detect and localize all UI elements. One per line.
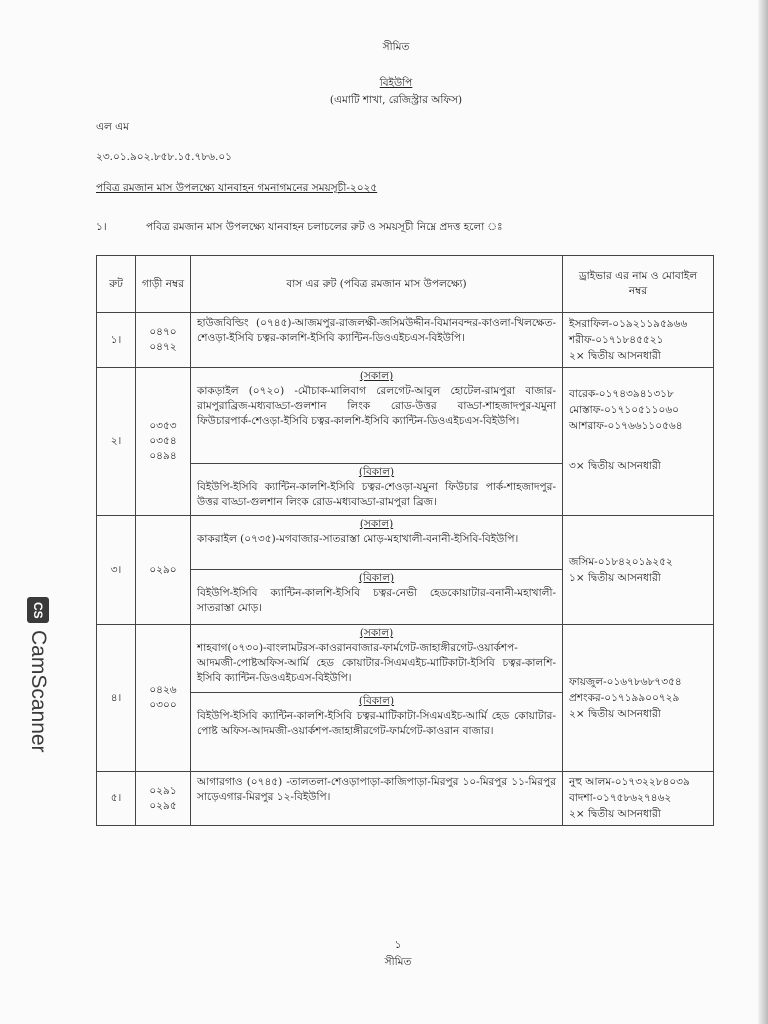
bus-numbers (135, 368, 190, 515)
paragraph-text: পবিত্র রমজান মাস উপলক্ষ্যে যানবাহন চলাচলের রুট ও সময়সূচী নিম্নে প্রদত্ত হলো ঃ (146, 221, 503, 233)
bus-number: ০৪২৬ (149, 684, 177, 696)
seat-note: ২× দ্বিতীয় আসনধারী (569, 808, 661, 820)
bus-route (190, 368, 562, 515)
table-header-row (97, 256, 713, 312)
bus-number: ০২৯৫ (149, 799, 177, 812)
morning-label: (সকাল) (359, 370, 394, 382)
evening-route-text: বিইউপি-ইসিবি ক্যান্টিন-কালশি-ইসিবি চত্বর-শেওড়া-যমুনা ফিউচার পার্ক-শাহজাদপুর-উত্তর বাড্ডা-গুলশান লিংক রোড-মধ্যবাড্ডা-রামপুরা ব্রিজ। (197, 481, 556, 508)
bus-number: ০৪৭২ (149, 341, 177, 353)
table-row (97, 624, 713, 771)
driver-contact: বারেক-০১৭৪৩৯৪১৩১৮ (569, 388, 674, 400)
bus-number: ০২৯১ (149, 784, 177, 797)
seat-note: ২× দ্বিতীয় আসনধারী (569, 350, 661, 362)
route-number: ১। (110, 333, 122, 346)
classification-top: সীমিত (382, 41, 410, 53)
bus-numbers (135, 772, 190, 825)
initials: এল এম (96, 121, 129, 133)
org-name: বিইউপি (379, 77, 413, 89)
evening-label: (বিকাল) (358, 466, 395, 478)
driver-contact: ফায়জুল-০১৬৭৮৬৮৭৩৫৪ (569, 676, 682, 688)
morning-route-text: কাকরাইল (০৭৩৫)-মগবাজার-সাতরাস্তা মোড়-মহাখালী-বনানী-ইসিবি-বিইউপি। (197, 533, 519, 545)
seat-note: ১× দ্বিতীয় আসনধারী (569, 572, 661, 584)
seat-note: ৩× দ্বিতীয় আসনধারী (569, 460, 661, 472)
driver-info (562, 516, 713, 624)
driver-info (562, 368, 713, 515)
evening-label: (বিকাল) (358, 695, 395, 707)
camscanner-logo-icon: CS (27, 597, 49, 623)
table-row (97, 515, 713, 624)
route-number: ৫। (110, 792, 122, 804)
subject-heading: পবিত্র রমজান মাস উপলক্ষ্যে যানবাহন গমনাগমনের সময়সূচী-২০২৫ (96, 182, 378, 194)
bus-number: ০৩৫৩ (149, 420, 177, 432)
driver-contact: নুহু আলম-০১৭৩২২৮৪০৩৯ (569, 776, 690, 788)
seat-note: ২× দ্বিতীয় আসনধারী (569, 708, 661, 720)
bus-number: ০৩০০ (149, 699, 177, 711)
bus-number: ০৪৭০ (149, 326, 177, 338)
bus-numbers (135, 625, 190, 771)
bus-route: হাউজবিল্ডিং (০৭৪৫)-আজমপুর-রাজলক্ষী-জসিমউদ্দীন-বিমানবন্দর-কাওলা-খিলক্ষেত-শেওড়া-ইসিবি চত্বর-কালশি-ইসিবি ক্যান্টিন-ডিওএইচএস-বিইউপি। (190, 313, 562, 367)
driver-info (562, 313, 713, 367)
driver-contact: জসিম-০১৮৪২০১৯২৫২ (569, 556, 673, 568)
morning-route-text: কাকড়াইল (০৭২০) -মৌচাক-মালিবাগ রেলগেট-আবুল হোটেল-রামপুরা বাজার-রামপুরাব্রিজ-মধ্যবাড্ডা-গুলশান লিংক রোড-উত্তর বাড্ডা-শাহজাদপুর-যমুনা ফিউচারপার্ক-শেওড়া-ইসিবি চত্বর-কালশি-ইসিবি ক্যান্টিন-ডিওএইচএস-বিইউপি। (197, 385, 556, 427)
morning-label: (সকাল) (359, 518, 394, 530)
bus-route: আগারগাও (০৭৪৫) -তালতলা-শেওড়াপাড়া-কাজিপাড়া-মিরপুর ১০-মিরপুর ১১-মিরপুর সাড়েএগার-মিরপুর ১২-বিইউপি। (190, 772, 562, 825)
header-driver: ড্রাইভার এর নাম ও মোবাইল নম্বর (562, 256, 713, 312)
paragraph-number: ১। (96, 221, 107, 233)
driver-contact: মোস্তাফ-০১৭১০৫১১০৬০ (569, 404, 679, 416)
morning-label: (সকাল) (359, 627, 394, 639)
header-route-no: রুট (109, 277, 123, 290)
evening-route (191, 692, 562, 771)
table-row (97, 312, 713, 367)
morning-route (191, 516, 562, 569)
evening-label: (বিকাল) (358, 572, 395, 584)
scan-edge-shadow (758, 0, 768, 1024)
driver-contact: আশরাফ-০১৭৬৬১১০৫৬৪ (569, 420, 683, 432)
route-number: ২। (110, 435, 122, 447)
header-bus-no: গাড়ী নম্বর (135, 256, 190, 312)
route-number: ৪। (110, 691, 122, 704)
driver-info (562, 772, 713, 825)
bus-numbers (135, 313, 190, 367)
driver-contact: ইসরাফিল-০১৯২১১৯৫৯৬৬ (569, 318, 688, 330)
bus-number: ০৩৫৪ (149, 435, 177, 447)
morning-route (191, 368, 562, 463)
bus-route (190, 516, 562, 624)
morning-route-text: শাহবাগ(০৭৩০)-বাংলামটরস-কাওরানবাজার-ফার্মগেট-জাহাঙ্গীরগেট-ওয়ার্কশপ-আদমজী-পোষ্টঅফিস-আর্মি হেড কোয়াটার-সিএমএইচ-মাটিকাটা-ইসিবি চত্বর-কালশি-ইসিবি ক্যান্টিন-ডিওএইচএস-বিইউপি। (197, 642, 556, 684)
camscanner-watermark: CamScanner (27, 630, 50, 753)
bus-route (190, 625, 562, 771)
header-bus-route: বাস এর রুট (পবিত্র রমজান মাস উপলক্ষ্যে) (190, 256, 562, 312)
bus-number: ০৪৯৪ (149, 450, 177, 462)
page-number: ১ (394, 939, 402, 951)
table-row (97, 771, 713, 825)
reference-number: ২৩.০১.৯০২.৮৫৮.১৫.৭৮৬.০১ (96, 151, 232, 163)
evening-route-text: বিইউপি-ইসিবি ক্যান্টিন-কালশি-ইসিবি চত্বর-মাটিকাটা-সিএমএইচ-আর্মি হেড কোয়াটার-পোষ্ট অফিস-আদমজী-ওয়ার্কশপ-জাহাঙ্গীরগেট-ফার্মগেট-কাওরান বাজার। (197, 710, 556, 737)
bus-number: ০২৯০ (149, 563, 177, 576)
evening-route-text: বিইউপি-ইসিবি ক্যান্টিন-কালশি-ইসিবি চত্বর-নেভী হেডকোয়াটার-বনানী-মহাখালী-সাতরাস্তা মোড়। (197, 587, 556, 614)
bus-numbers (135, 516, 190, 624)
evening-route (191, 463, 562, 515)
driver-contact: শরীফ-০১৭১৮৪৫৫২১ (569, 334, 664, 346)
bus-schedule-table (96, 255, 714, 826)
driver-contact: প্রশংকর-০১৭১৯৯০০৭২৯ (569, 692, 680, 704)
driver-contact: বাদশা-০১৭৫৮৬২৭৪৬২ (569, 792, 672, 804)
morning-route (191, 625, 562, 692)
office-name: (এমাটি শাখা, রেজিস্ট্রার অফিস) (329, 94, 463, 106)
route-number: ৩। (110, 563, 122, 576)
evening-route (191, 569, 562, 624)
driver-info (562, 625, 713, 771)
table-row (97, 367, 713, 515)
classification-bottom: সীমিত (384, 956, 412, 968)
